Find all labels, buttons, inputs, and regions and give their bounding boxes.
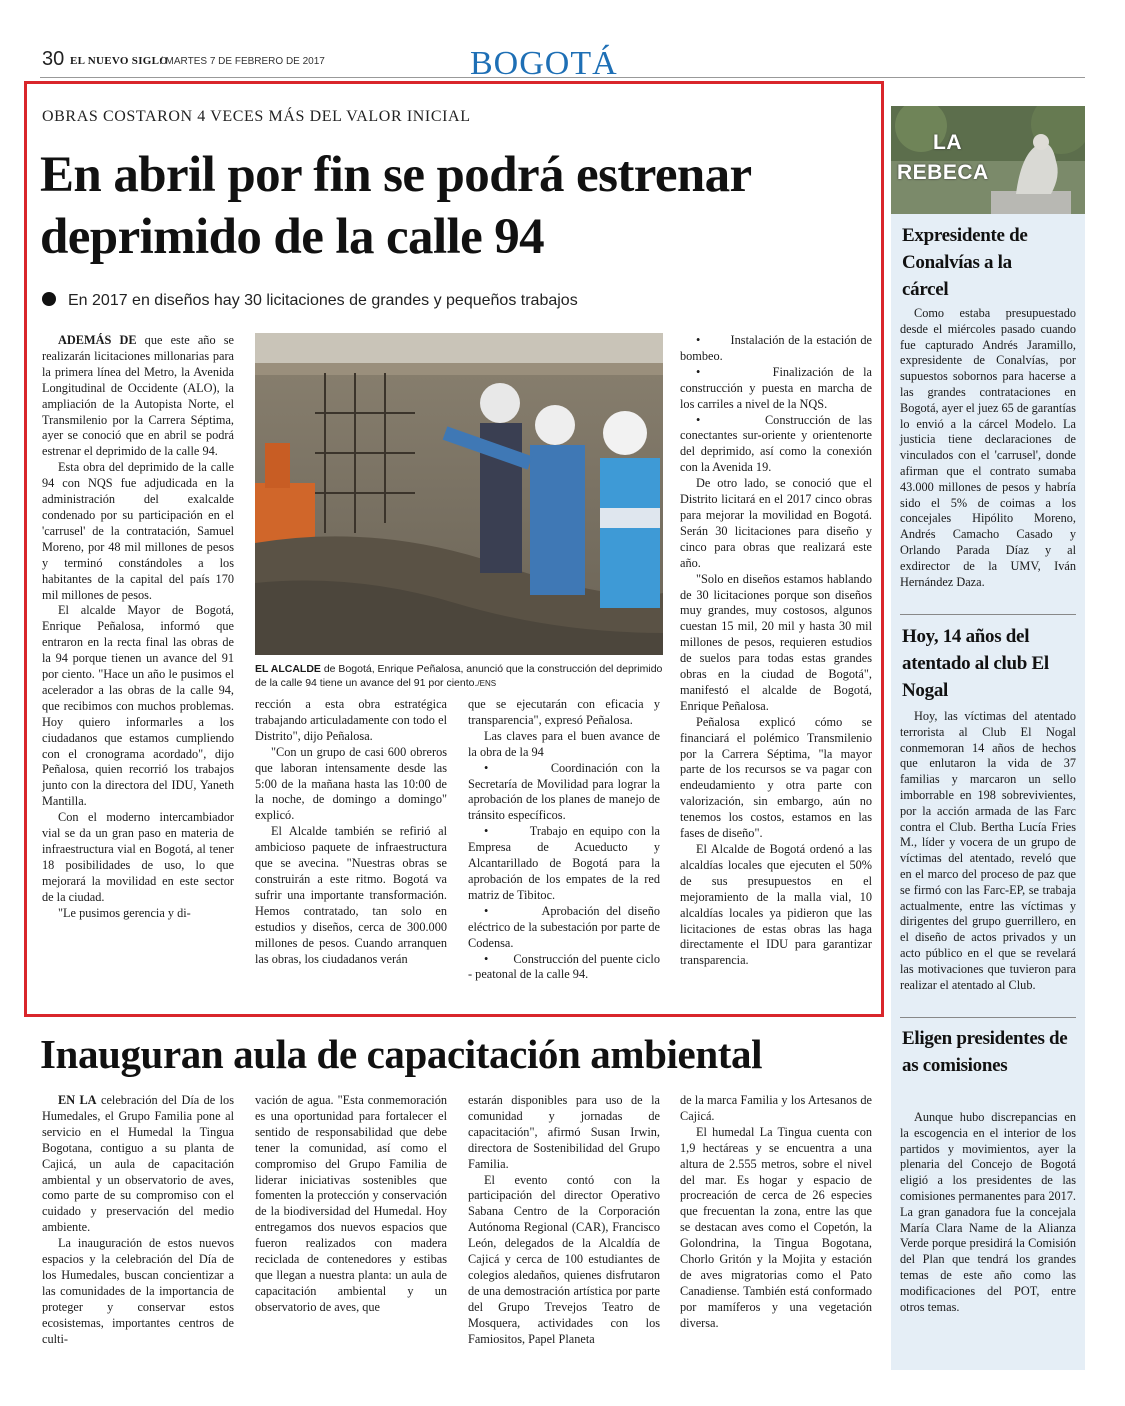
paragraph: Hoy, las víctimas del atentado terrorista al Club El Nogal conmemoran 14 años de hechos que enlutaron la vida de 37 familias y marcaron un sello imborrable en 198 sobrevivientes, por la acción armada de las Farc contra el Club. Bertha Lucía Fries M., líder y vocera de un grupo de víctimas del atentado, reveló que en el marco del proceso de paz que se firmó con las Farc-EP, se trabaja actualmente, entre las víctimas y dirigentes del grupo guerrillero, en el diseño de actos privados y un acto público en el que se revelará las motivaciones que tuvieron para realizar el atentado al Club. — [900, 709, 1076, 992]
main-subdeck — [42, 292, 578, 310]
list-item: • Aprobación del diseño eléctrico de la subestación por parte de Codensa. — [468, 903, 660, 950]
paragraph: El alcalde Mayor de Bogotá, Enrique Peñalosa, informó que entraron en la recta final las obras de la 94 porque tienen un avance del 91 por ciento. "Hace un año le pusimos el acelerador a las obras de la calle 94, que recibimos con muchos problemas. Hoy quiero informarles a los ciudadanos que estamos cumpliendo con el cronograma acordado", dijo Peñalosa, quien recorrió los trabajos junto con la directora del IDU, Yaneth Mantilla. — [42, 603, 234, 809]
second-column-4 — [680, 1093, 872, 1332]
paragraph: El humedal La Tingua cuenta con 1,9 hectáreas y se encuentra a una altura de 2.555 metros, sobre el nivel del mar. Es hogar y espacio de procreación de cerca de 26 especies que frecuentan la zona, entre las que se destacan aves como el Copetón, la Golondrina, la Tingua Bogotana, Chorlo Gritón y la Mojita y estación de aves migratorias como el Pato Canadiense. También está conformado por mamíferos y una vegetación diversa. — [680, 1124, 872, 1330]
list-item-text: Finalización de la construcción y puesta en marcha de los carriles a nivel de la NQS. — [680, 364, 872, 411]
paragraph: que este año se realizarán licitaciones millonarias para la primera línea del Metro, la Avenida Longitudinal de Occidente (ALO), la ampliación de la Autopista Norte, el Transmilenio por la Carrera Séptima, ayer se conoció que en abril se podrá estrenar el deprimido de la calle 94. — [42, 333, 234, 459]
paragraph: que se ejecutarán con eficacia y transparencia", expresó Peñalosa. — [468, 697, 660, 727]
main-column-4 — [680, 333, 872, 969]
list-item-text: Trabajo en equipo con la Empresa de Acueducto y Alcantarillado de Bogotá para la aprobación de los empates de la red matriz de Tibitoc. — [468, 824, 660, 902]
paragraph: "Le pusimos gerencia y di- — [58, 905, 191, 920]
main-kicker: OBRAS COSTARON 4 VECES MÁS DEL VALOR INICIAL — [42, 108, 471, 125]
sidebar-title — [897, 128, 989, 188]
sidebar-item3-body — [900, 1110, 1076, 1315]
paragraph: Peñalosa explicó cómo se financiará el polémico Transmilenio por la Carrera Séptima, "la mayor parte de los recursos se va pagar con endeudamiento y otra parte con valorización, sin embargo, aún no tenemos los costos, estamos en las fases de diseño". — [680, 714, 872, 841]
main-headline: En abril por fin se podrá estrenar deprimido de la calle 94 — [40, 147, 751, 265]
list-item: • Trabajo en equipo con la Empresa de Acueducto y Alcantarillado de Bogotá para la aprobación de los empates de la red matriz de Tibitoc. — [468, 824, 660, 902]
lead-in: EN LA — [58, 1093, 97, 1107]
paragraph: Las claves para el buen avance de la obra de la 94 — [468, 728, 660, 759]
list-item: • Instalación de la estación de bombeo. — [680, 333, 872, 363]
second-column-2 — [255, 1093, 447, 1316]
paragraph: El evento contó con la participación del director Operativo Sabana Centro de la Corporación Autónoma Regional (CAR), Francisco León, delegados de la Alcaldía de Cajicá y cerca de 100 estudiantes de colegios aledaños, quienes disfrutaron de una demostración artística por parte del Grupo Trevejos Teatro de Mosquera, actividades con los Famiositos, Papel Planeta — [468, 1172, 660, 1346]
sidebar-title-line2: REBECA — [897, 161, 989, 184]
photo-credit: /ENS — [477, 679, 497, 688]
paragraph: de la marca Familia y los Artesanos de Cajicá. — [680, 1093, 872, 1123]
paragraph: rección a esta obra estratégica trabajando articuladamente con todo el Distrito", dijo Peñalosa. — [255, 697, 447, 743]
list-item-text: Aprobación del diseño eléctrico de la subestación por parte de Codensa. — [468, 903, 660, 950]
photo-caption — [255, 662, 665, 691]
page-number: 30 — [42, 48, 65, 70]
paragraph: Como estaba presupuestado desde el miércoles pasado cuando fue capturado Andrés Jaramillo, expresidente de Conalvías, por supuestos sobornos para hacerse a las grandes contrataciones en Bogotá, ayer el juez 65 de garantías lo envió a la cárcel Modelo. La justicia tiene declaraciones de vinculados con el 'carrusel', donde afirman que el contrato sumaba 43.000 millones de pesos y habría sido el 5% de coimas a los concejales Hipólito Moreno, Andrés Camacho Casado y Orlando Parada Díaz y al exdirector de la UMV, Iván Hernández Daza. — [900, 306, 1076, 589]
section-title: BOGOTÁ — [470, 45, 618, 76]
lead-in: ADEMÁS DE — [58, 333, 137, 347]
subdeck-text: En 2017 en diseños hay 30 licitaciones de grandes y pequeños trabajos — [68, 292, 578, 309]
list-item-text: Coordinación con la Secretaría de Movilidad para lograr la aprobación de los planes de manejo de tránsito específicos. — [468, 760, 661, 823]
list-item-text: Instalación de la estación de bombeo. — [680, 333, 872, 363]
second-column-1 — [42, 1093, 234, 1348]
paragraph: De otro lado, se conoció que el Distrito licitará en el 2017 cinco obras para mejorar la movilidad en Bogotá. Serán 30 licitaciones para diseño y cinco para obras que realizará este año. — [680, 476, 872, 570]
paragraph: Con el moderno intercambiador vial se da un gran paso en materia de infraestructura vial en Bogotá, al tener 18 posibilidades de uso, lo que mejorará la movilidad en este sector de la ciudad. — [42, 810, 234, 904]
bullet-icon — [42, 292, 56, 306]
sidebar-item2-body — [900, 709, 1076, 993]
sidebar-item1-headline: Expresidente de Conalvías a la cárcel — [902, 225, 1028, 300]
sidebar-divider — [900, 614, 1076, 615]
header-rule — [40, 77, 1085, 78]
paragraph: vación de agua. "Esta conmemoración es una oportunidad para fortalecer el sentido de responsabilidad que debe tener la comunidad, así como el compromiso del Grupo Familia de liderar iniciativas sostenibles que fomenten la protección y conservación de la biodiversidad del Humedal. Hoy entregamos dos nuevos espacios que fueron realizados con madera reciclada de contenedores y estibas que llegan a nuestra planta: un aula de capacitación ambiental y un observatorio de aves, que — [255, 1093, 447, 1314]
second-column-3 — [468, 1093, 660, 1348]
paragraph: Esta obra del deprimido de la calle 94 con NQS fue adjudicada en la administración del exalcalde condenado por su participación en el 'carrusel' de la contratación, Samuel Moreno, por 48 mil millones de pesos y terminó constándoles a los habitantes de la capital del país 170 mil millones de pesos. — [42, 460, 234, 602]
paragraph: El Alcalde también se refirió al ambicioso paquete de infraestructura que se avecina. "Nuestras obras se construirán a este ritmo. Bogotá va sufrir una importante transformación. Hemos contratado, tan solo en estudios y diseños, cerca de 300.000 millones de pesos. Cuando arranquen las obras, los ciudadanos verán — [255, 824, 447, 966]
list-item-text: Construcción del puente ciclo - peatonal de la calle 94. — [468, 951, 660, 982]
sidebar-item3-headline: Eligen presidentes de as comisiones — [902, 1028, 1068, 1076]
main-column-3 — [468, 697, 660, 983]
sidebar-item2-headline: Hoy, 14 años del atentado al club El Nogal — [902, 626, 1049, 701]
caption-text: de Bogotá, Enrique Peñalosa, anunció que la construcción del deprimido de la calle 94 tiene un avance del 91 por ciento. — [255, 663, 663, 689]
paragraph: "Con un grupo de casi 600 obreros que laboran intensamente desde las 5:00 de la mañana hasta las 10:00 de la noche, de domingo a domingo" explicó. — [255, 744, 447, 823]
paragraph: estarán disponibles para uso de la comunidad y jornadas de capacitación", afirmó Susan Irwin, directora de Sostenibilidad del Grupo Familia. — [468, 1093, 660, 1171]
list-item: • Coordinación con la Secretaría de Movilidad para lograr la aprobación de los planes de manejo de tránsito específicos. — [468, 760, 661, 823]
newspaper-name: EL NUEVO SIGLO — [70, 55, 169, 67]
paragraph: Aunque hubo discrepancias en la escogencia en el interior de los partidos y movimientos, ayer la plenaria del Concejo de Bogotá eligió a los presidentes de las comisiones permanentes para 2017. La gran ganadora fue la concejala María Clara Name de la Alianza Verde porque presidirá la Comisión del Plan que tendrá los grandes temas de este año como las modificaciones del POT, entre otros temas. — [900, 1110, 1076, 1314]
paragraph: El Alcalde de Bogotá ordenó a las alcaldías locales que ejecuten el 50% de sus presupuestos en el mejoramiento de la malla vial, 10 alcaldías locales ya pidieron que las licitaciones de estas obras las haga directamente el IDU para garantizar transparencia. — [680, 842, 872, 968]
main-column-1 — [42, 333, 234, 922]
caption-lead: EL ALCALDE — [255, 663, 321, 675]
paragraph: celebración del Día de los Humedales, el Grupo Familia pone al servicio en el Humedal la Tingua Bogotana, contiguo a su planta de Cajicá, un aula de capacitación ambiental y un observatorio de aves, como parte de su compromiso con el cuidado y preservación del medio ambiente. — [42, 1093, 234, 1235]
sidebar-item1-body — [900, 306, 1076, 590]
sidebar-title-line1: LA — [933, 131, 962, 154]
sidebar-divider — [900, 1017, 1076, 1018]
news-photo — [255, 333, 663, 655]
issue-date: / MARTES 7 DE FEBRERO DE 2017 — [160, 56, 325, 67]
main-column-2 — [255, 697, 447, 967]
list-item: • Construcción de las conectantes sur-oriente y orientenorte del deprimido, así como la conexión con la Avenida 19. — [680, 412, 872, 475]
list-item-text: Construcción de las conectantes sur-oriente y orientenorte del deprimido, así como la conexión con la Avenida 19. — [680, 412, 872, 475]
list-item: • Construcción del puente ciclo - peatonal de la calle 94. — [468, 951, 660, 982]
paragraph: "Solo en diseños estamos hablando de 30 licitaciones porque son diseños muy grandes, muy costosos, algunos cuestan 15 mil, 20 mil y hasta 30 mil millones de pesos, requieren estudios de suelos para todas estas grandes obras en la ciudad de Bogotá", manifestó el alcalde de Bogotá, Enrique Peñalosa. — [680, 571, 872, 713]
paragraph: La inauguración de estos nuevos espacios y la celebración del Día de los Humedales, buscan concientizar a las comunidades de la importancia de proteger y conservar estos ecosistemas, importantes centros de culti- — [42, 1236, 234, 1346]
list-item: • Finalización de la construcción y puesta en marcha de los carriles a nivel de la NQS. — [680, 364, 872, 411]
second-headline: Inauguran aula de capacitación ambiental — [40, 1031, 763, 1077]
